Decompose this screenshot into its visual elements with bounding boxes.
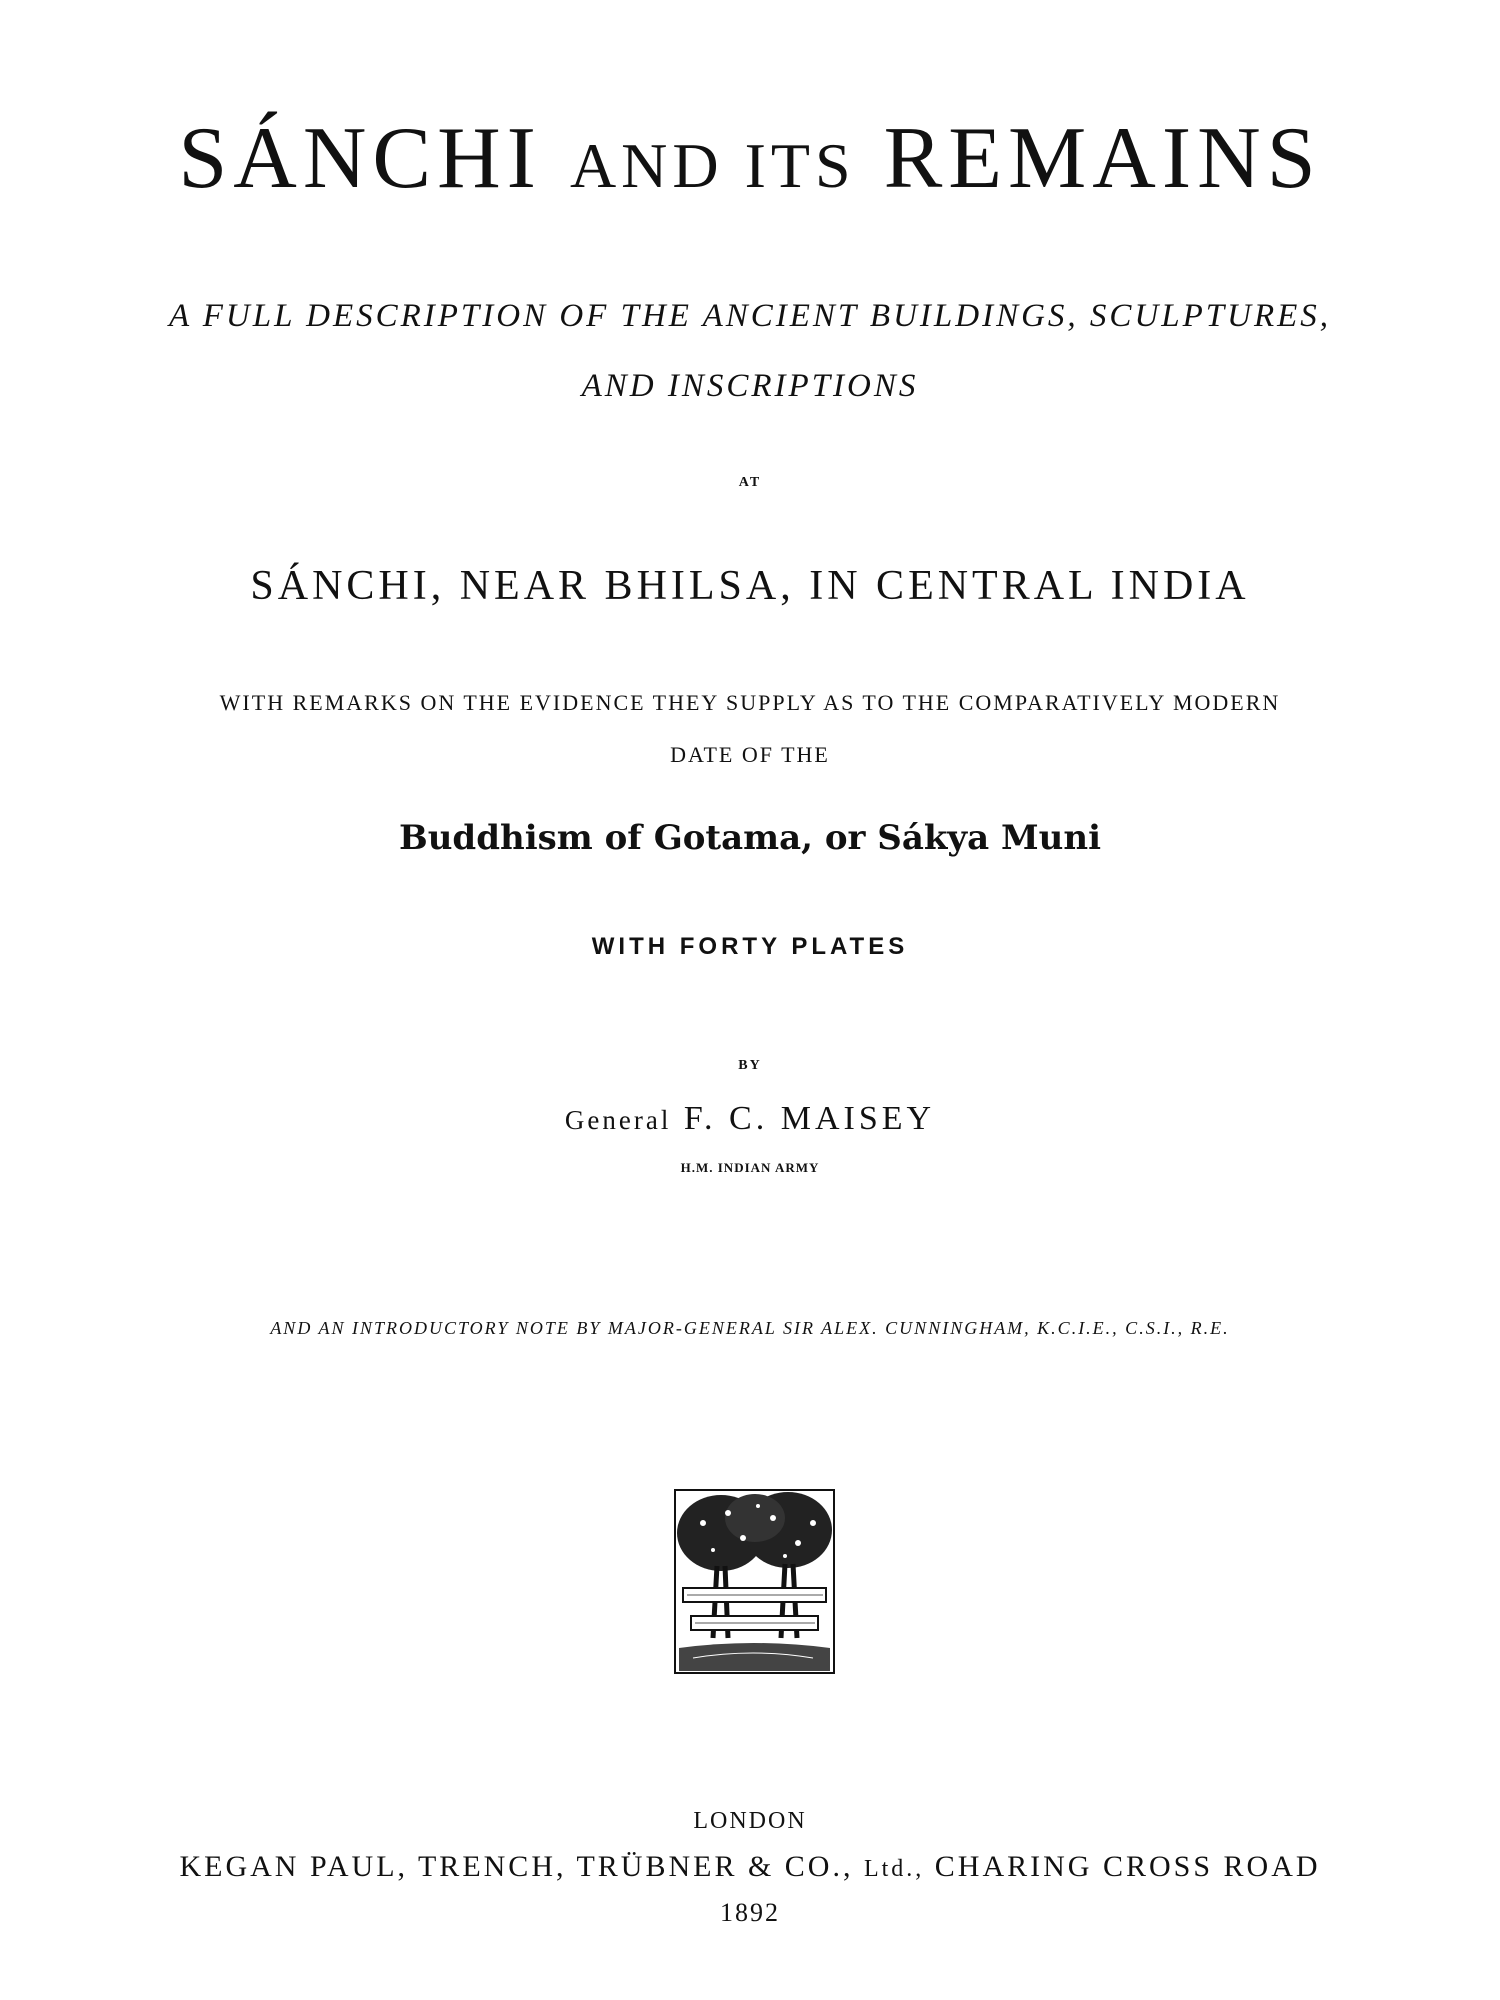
location-line: SÁNCHI, NEAR BHILSA, IN CENTRAL INDIA xyxy=(250,563,1250,609)
tree-colophon-icon xyxy=(673,1488,836,1675)
publication-year: 1892 xyxy=(720,1898,780,1927)
remarks-line-2: DATE OF THE xyxy=(670,742,830,767)
subtitle-line-1: A FULL DESCRIPTION OF THE ANCIENT BUILDINGS, SCULPTURES, xyxy=(168,298,1332,334)
publisher-name-part-2: Ltd., xyxy=(863,1856,925,1882)
at-label: AT xyxy=(738,475,762,490)
author-name: F. C. MAISEY xyxy=(683,1100,936,1137)
title-part-1: SÁNCHI xyxy=(178,110,542,207)
plates-line: WITH FORTY PLATES xyxy=(591,933,909,960)
publisher-name xyxy=(0,1850,1500,1884)
buddhism-line: Buddhism of Gotama, or Sákya Muni xyxy=(398,818,1102,858)
by-label: BY xyxy=(738,1058,762,1073)
remarks-line-1: WITH REMARKS ON THE EVIDENCE THEY SUPPLY AS TO THE COMPARATIVELY MODERN xyxy=(219,690,1281,715)
author-rank: General xyxy=(564,1105,672,1135)
publisher-city: LONDON xyxy=(693,1808,807,1834)
author-line xyxy=(0,1100,1500,1138)
publisher-name-part-1: KEGAN PAUL, TRENCH, TRÜBNER & CO., xyxy=(179,1850,854,1883)
introductory-note: AND AN INTRODUCTORY NOTE BY MAJOR-GENERAL SIR ALEX. CUNNINGHAM, K.C.I.E., C.S.I., R.E. xyxy=(270,1318,1230,1338)
author-affiliation: H.M. INDIAN ARMY xyxy=(680,1160,820,1175)
page-title xyxy=(0,108,1500,209)
title-part-2: AND ITS xyxy=(569,130,856,201)
subtitle-line-2: AND INSCRIPTIONS xyxy=(581,368,919,404)
title-part-3: REMAINS xyxy=(883,110,1322,207)
publisher-name-part-3: CHARING CROSS ROAD xyxy=(934,1850,1321,1883)
